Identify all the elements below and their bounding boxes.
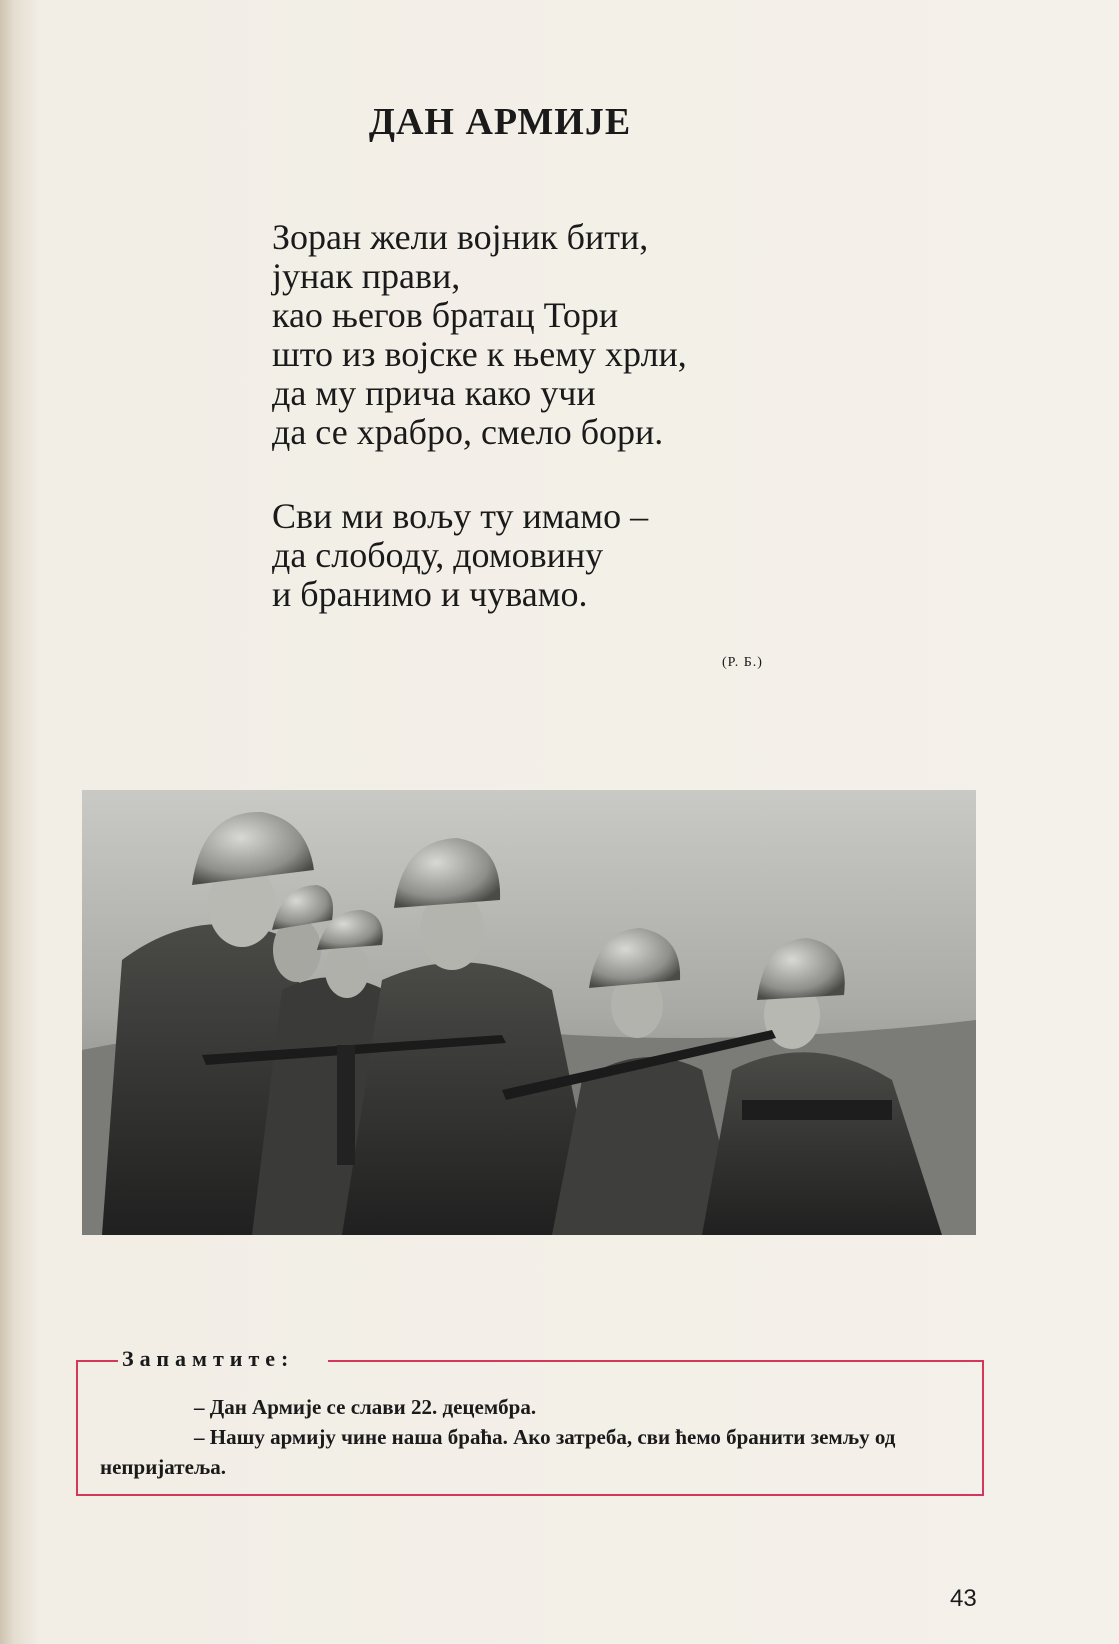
remember-border-top-left	[78, 1360, 118, 1362]
poem-line: да слободу, домовину	[272, 535, 604, 575]
poem-line: да му прича како учи	[272, 373, 596, 413]
poem-stanza-2	[272, 497, 648, 614]
poem-attribution: (Р. Б.)	[722, 655, 763, 670]
poem-line: као његов братац Тори	[272, 295, 619, 335]
remember-item: – Нашу армију чине наша браћа. Ако затреба, сви ћемо бранити земљу од непријатеља.	[100, 1425, 896, 1479]
poem-line: да се храбро, смело бори.	[272, 412, 664, 452]
page-number: 43	[950, 1585, 977, 1612]
poem-line: и бранимо и чувамо.	[272, 574, 588, 614]
poem-stanza-1	[272, 218, 687, 452]
soldiers-photo	[82, 790, 976, 1235]
photo-illustration	[82, 790, 976, 1235]
poem-line: Сви ми вољу ту имамо –	[272, 496, 649, 536]
remember-label: Запамтите:	[122, 1346, 295, 1371]
page-title: ДАН АРМИЈЕ	[368, 101, 632, 143]
remember-border-top-right	[328, 1360, 982, 1362]
remember-box	[76, 1346, 984, 1496]
poem-line: Зоран жели војник бити,	[272, 217, 649, 257]
poem-line: што из војске к њему хрли,	[272, 334, 687, 374]
poem-line: јунак прави,	[272, 256, 461, 296]
remember-item: – Дан Армије се слави 22. децембра.	[194, 1395, 537, 1419]
remember-list	[100, 1392, 980, 1482]
